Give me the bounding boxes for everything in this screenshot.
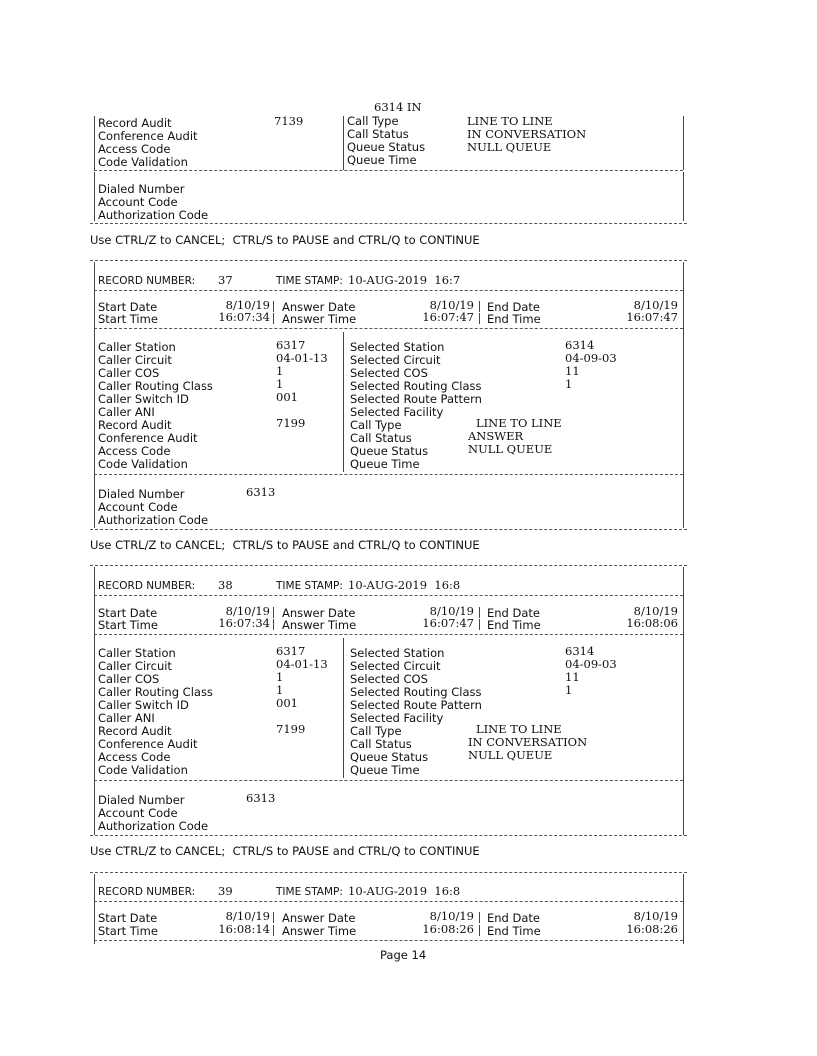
field-value: NULL QUEUE [467, 140, 552, 154]
field-value: 6313 [246, 485, 276, 499]
separator [273, 619, 274, 630]
field-value: 7199 [276, 416, 306, 430]
field-label: Dialed Number [98, 793, 185, 807]
page-number: Page 14 [380, 948, 427, 962]
field-label: Access Code [98, 444, 171, 458]
start-date-label: Start Date [98, 300, 158, 314]
divider [94, 290, 683, 291]
start-date: 8/10/19 [225, 909, 270, 923]
field-label: Record Audit [98, 724, 172, 738]
divider [90, 529, 687, 530]
field-label: Selected Routing Class [350, 685, 482, 699]
field-label: Caller COS [98, 366, 160, 380]
record-number-label: RECORD NUMBER: [98, 580, 196, 592]
field-label: Dialed Number [98, 182, 185, 196]
end-time-label: End Time [487, 618, 541, 632]
separator [479, 619, 480, 630]
field-label: Queue Status [350, 444, 429, 458]
field-value: 001 [276, 696, 298, 710]
right-border [683, 116, 684, 170]
end-date-label: End Date [487, 300, 540, 314]
answer-time-label: Answer Time [282, 618, 357, 632]
answer-time-label: Answer Time [282, 312, 357, 326]
record-number-label: RECORD NUMBER: [98, 886, 196, 898]
start-date: 8/10/19 [225, 604, 270, 618]
end-time-label: End Time [487, 924, 541, 938]
end-date: 8/10/19 [633, 909, 678, 923]
field-label: Caller Switch ID [98, 392, 189, 406]
field-label: Code Validation [98, 457, 188, 471]
divider [90, 223, 687, 224]
divider [94, 474, 683, 475]
divider [94, 901, 683, 902]
field-label: Dialed Number [98, 487, 185, 501]
field-label: Record Audit [98, 116, 172, 130]
start-time: 16:07:34 [218, 616, 270, 630]
record-number: 38 [218, 578, 233, 592]
field-value: 1 [565, 377, 573, 391]
answer-time: 16:07:47 [422, 616, 474, 630]
field-label: Caller Routing Class [98, 379, 213, 393]
field-label: Selected Facility [350, 711, 444, 725]
answer-date: 8/10/19 [429, 298, 474, 312]
end-date-label: End Date [487, 606, 540, 620]
separator [273, 301, 274, 312]
middle-border [343, 332, 344, 472]
end-time: 16:08:26 [626, 922, 678, 936]
start-date: 8/10/19 [225, 298, 270, 312]
field-value: LINE TO LINE [467, 114, 553, 128]
field-value: 11 [565, 364, 580, 378]
separator [479, 912, 480, 923]
field-label: Authorization Code [98, 819, 209, 833]
left-border [94, 262, 95, 528]
start-date-label: Start Date [98, 911, 158, 925]
start-time: 16:07:34 [218, 310, 270, 324]
field-label: Call Status [350, 431, 412, 445]
divider [94, 940, 683, 941]
field-value: ANSWER [468, 429, 524, 443]
field-label: Conference Audit [98, 129, 198, 143]
separator [273, 925, 274, 936]
divider [94, 634, 683, 635]
middle-border [343, 638, 344, 778]
field-label: Caller Routing Class [98, 685, 213, 699]
time-stamp-label: TIME STAMP: [276, 580, 343, 592]
station-in: 6314 IN [374, 100, 422, 114]
end-time: 16:08:06 [626, 616, 678, 630]
field-label: Call Status [347, 127, 409, 141]
end-time: 16:07:47 [626, 310, 678, 324]
left-border [94, 172, 95, 221]
field-label: Selected COS [350, 366, 428, 380]
time-stamp-label: TIME STAMP: [276, 886, 343, 898]
field-value: LINE TO LINE [476, 722, 562, 736]
end-date: 8/10/19 [633, 298, 678, 312]
record-number: 37 [218, 273, 233, 287]
field-label: Access Code [98, 750, 171, 764]
field-label: Selected Station [350, 340, 445, 354]
field-value: 6317 [276, 338, 306, 352]
end-date-label: End Date [487, 911, 540, 925]
answer-date: 8/10/19 [429, 604, 474, 618]
right-border [683, 172, 684, 221]
field-label: Account Code [98, 806, 178, 820]
field-label: Queue Status [347, 140, 426, 154]
field-value: LINE TO LINE [476, 416, 562, 430]
answer-time: 16:07:47 [422, 310, 474, 324]
field-value: 1 [276, 670, 284, 684]
field-label: Caller Circuit [98, 659, 172, 673]
left-border [94, 874, 95, 944]
middle-border [343, 116, 344, 170]
field-label: Authorization Code [98, 513, 209, 527]
separator [273, 313, 274, 324]
separator [479, 925, 480, 936]
left-border [94, 116, 95, 170]
answer-date-label: Answer Date [282, 606, 356, 620]
divider [90, 835, 687, 836]
ctrl-message: Use CTRL/Z to CANCEL; CTRL/S to PAUSE and CTRL/Q to CONTINUE [90, 538, 480, 552]
field-label: Call Type [347, 114, 399, 128]
field-label: Access Code [98, 142, 171, 156]
field-value: NULL QUEUE [468, 748, 553, 762]
field-label: Caller ANI [98, 711, 155, 725]
field-label: Conference Audit [98, 431, 198, 445]
right-border [683, 567, 684, 835]
field-value: 1 [276, 683, 284, 697]
field-value: 6314 [565, 644, 595, 658]
field-label: Caller Switch ID [98, 698, 189, 712]
separator [479, 313, 480, 324]
right-border [683, 874, 684, 944]
field-value: 6314 [565, 338, 595, 352]
field-label: Selected COS [350, 672, 428, 686]
start-time-label: Start Time [98, 924, 158, 938]
answer-date-label: Answer Date [282, 300, 356, 314]
start-date-label: Start Date [98, 606, 158, 620]
field-value: 04-01-13 [276, 657, 328, 671]
field-value: 1 [565, 683, 573, 697]
field-value: 1 [276, 377, 284, 391]
time-stamp: 10-AUG-2019 16:8 [348, 578, 461, 592]
separator [273, 607, 274, 618]
field-label: Caller ANI [98, 405, 155, 419]
end-date: 8/10/19 [633, 604, 678, 618]
field-value: 04-09-03 [565, 351, 617, 365]
ctrl-message: Use CTRL/Z to CANCEL; CTRL/S to PAUSE and CTRL/Q to CONTINUE [90, 233, 480, 247]
start-time-label: Start Time [98, 312, 158, 326]
right-border [683, 262, 684, 528]
time-stamp: 10-AUG-2019 16:8 [348, 884, 461, 898]
record-number: 39 [218, 884, 233, 898]
divider [90, 260, 687, 261]
field-label: Selected Circuit [350, 353, 441, 367]
ctrl-message: Use CTRL/Z to CANCEL; CTRL/S to PAUSE and CTRL/Q to CONTINUE [90, 844, 480, 858]
field-label: Queue Time [350, 763, 420, 777]
answer-time: 16:08:26 [422, 922, 474, 936]
field-label: Conference Audit [98, 737, 198, 751]
divider [90, 565, 687, 566]
time-stamp-label: TIME STAMP: [276, 275, 343, 287]
divider [94, 595, 683, 596]
field-label: Call Type [350, 724, 402, 738]
field-label: Authorization Code [98, 208, 209, 222]
field-label: Code Validation [98, 763, 188, 777]
left-border [94, 567, 95, 835]
field-value: 04-01-13 [276, 351, 328, 365]
field-label: Caller Station [98, 340, 176, 354]
field-label: Call Type [350, 418, 402, 432]
time-stamp: 10-AUG-2019 16:7 [348, 273, 461, 287]
answer-time-label: Answer Time [282, 924, 357, 938]
divider [94, 170, 683, 171]
field-value: 6317 [276, 644, 306, 658]
field-label: Code Validation [98, 155, 188, 169]
field-label: Queue Time [350, 457, 420, 471]
field-value: IN CONVERSATION [468, 735, 588, 749]
end-time-label: End Time [487, 312, 541, 326]
field-label: Selected Route Pattern [350, 698, 482, 712]
field-value: 001 [276, 390, 298, 404]
field-value: 11 [565, 670, 580, 684]
field-value: 1 [276, 364, 284, 378]
field-label: Account Code [98, 195, 178, 209]
field-label: Queue Time [347, 153, 417, 167]
field-label: Record Audit [98, 418, 172, 432]
field-label: Selected Route Pattern [350, 392, 482, 406]
field-label: Caller Circuit [98, 353, 172, 367]
field-label: Caller Station [98, 646, 176, 660]
separator [479, 301, 480, 312]
record-number-label: RECORD NUMBER: [98, 275, 196, 287]
field-label: Caller COS [98, 672, 160, 686]
field-label: Selected Circuit [350, 659, 441, 673]
field-label: Queue Status [350, 750, 429, 764]
field-label: Selected Station [350, 646, 445, 660]
field-label: Selected Facility [350, 405, 444, 419]
divider [90, 872, 687, 873]
separator [479, 607, 480, 618]
field-value: IN CONVERSATION [467, 127, 587, 141]
answer-date: 8/10/19 [429, 909, 474, 923]
separator [273, 912, 274, 923]
divider [94, 780, 683, 781]
field-value: 6313 [246, 791, 276, 805]
field-label: Call Status [350, 737, 412, 751]
field-value: 7139 [274, 114, 304, 128]
field-label: Selected Routing Class [350, 379, 482, 393]
field-value: 7199 [276, 722, 306, 736]
field-label: Account Code [98, 500, 178, 514]
start-time-label: Start Time [98, 618, 158, 632]
field-value: 04-09-03 [565, 657, 617, 671]
start-time: 16:08:14 [218, 922, 270, 936]
answer-date-label: Answer Date [282, 911, 356, 925]
field-value: NULL QUEUE [468, 442, 553, 456]
divider [94, 328, 683, 329]
